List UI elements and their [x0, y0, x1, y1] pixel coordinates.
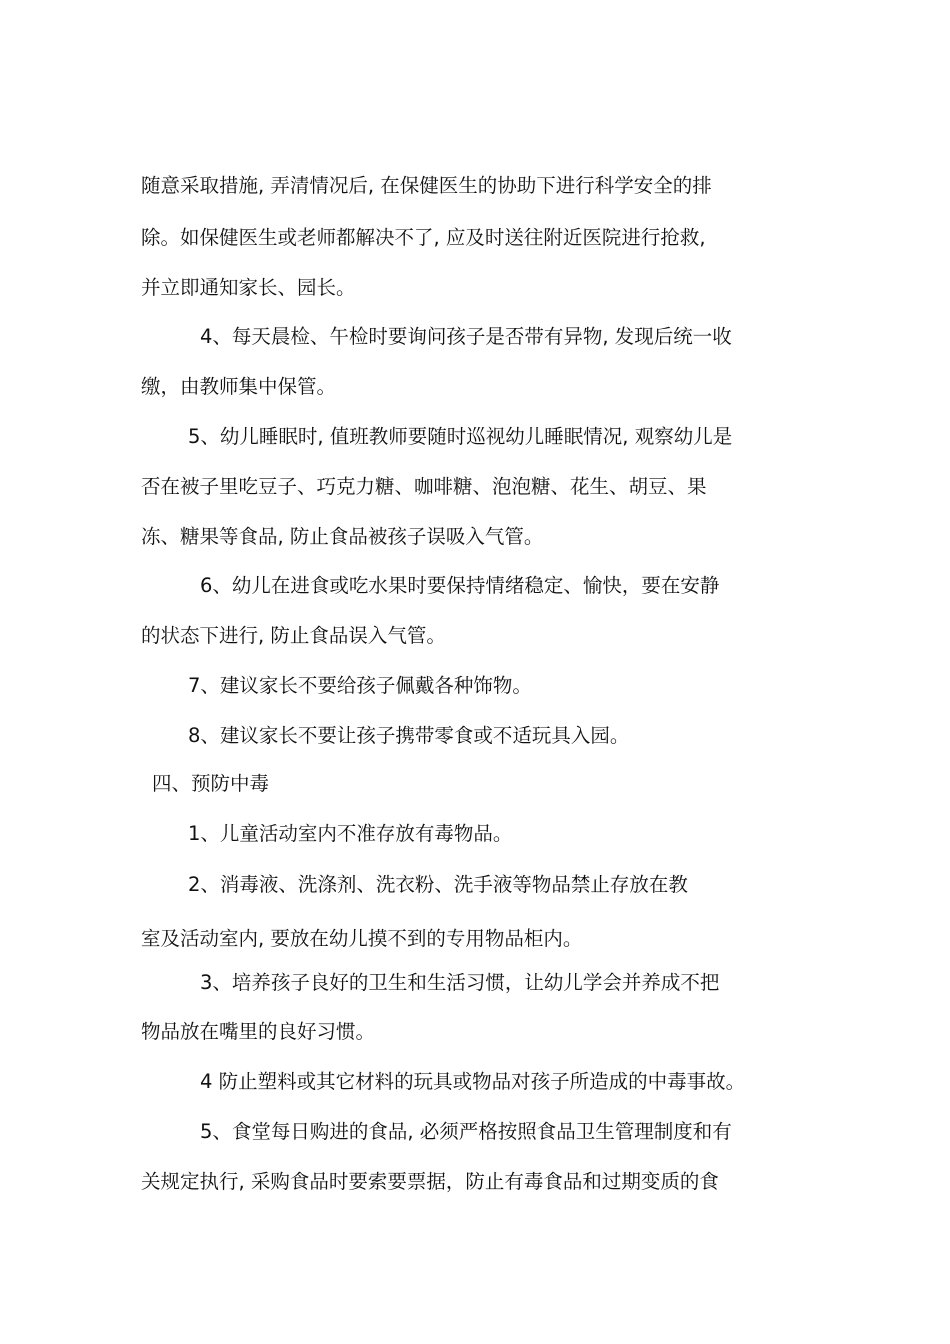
text-line: 5、幼儿睡眠时, 值班教师要随时巡视幼儿睡眠情况, 观察幼儿是 — [188, 425, 733, 448]
text-line: 8、建议家长不要让孩子携带零食或不适玩具入园。 — [188, 724, 630, 747]
text-line: 4 防止塑料或其它材料的玩具或物品对孩子所造成的中毒事故。 — [200, 1070, 746, 1093]
text-line: 7、建议家长不要给孩子佩戴各种饰物。 — [188, 674, 532, 697]
text-line: 的状态下进行, 防止食品误入气管。 — [141, 624, 446, 647]
text-line: 1、儿童活动室内不准存放有毒物品。 — [188, 822, 513, 845]
text-line: 4、每天晨检、午检时要询问孩子是否带有异物, 发现后统一收 — [200, 325, 732, 348]
text-line: 6、幼儿在进食或吃水果时要保持情绪稳定、愉快，要在安静 — [200, 574, 720, 597]
text-line: 冻、糖果等食品, 防止食品被孩子误吸入气管。 — [141, 525, 544, 548]
text-line: 2、消毒液、洗涤剂、洗衣粉、洗手液等物品禁止存放在教 — [188, 873, 688, 896]
section-heading: 四、预防中毒 — [152, 772, 270, 795]
text-line: 关规定执行, 采购食品时要索要票据，防止有毒食品和过期变质的食 — [141, 1170, 719, 1193]
text-line: 物品放在嘴里的良好习惯。 — [141, 1020, 376, 1043]
text-line: 除。如保健医生或老师都解决不了, 应及时送往附近医院进行抢救, — [141, 226, 706, 249]
text-line: 室及活动室内, 要放在幼儿摸不到的专用物品柜内。 — [141, 927, 583, 950]
text-line: 否在被子里吃豆子、巧克力糖、咖啡糖、泡泡糖、花生、胡豆、果 — [141, 475, 707, 498]
text-line: 3、培养孩子良好的卫生和生活习惯，让幼儿学会并养成不把 — [200, 971, 720, 994]
text-line: 缴，由教师集中保管。 — [141, 375, 337, 398]
text-line: 随意采取措施, 弄清情况后, 在保健医生的协助下进行科学安全的排 — [141, 174, 712, 197]
text-line: 并立即通知家长、园长。 — [141, 276, 356, 299]
text-line: 5、食堂每日购进的食品, 必须严格按照食品卫生管理制度和有 — [200, 1120, 732, 1143]
